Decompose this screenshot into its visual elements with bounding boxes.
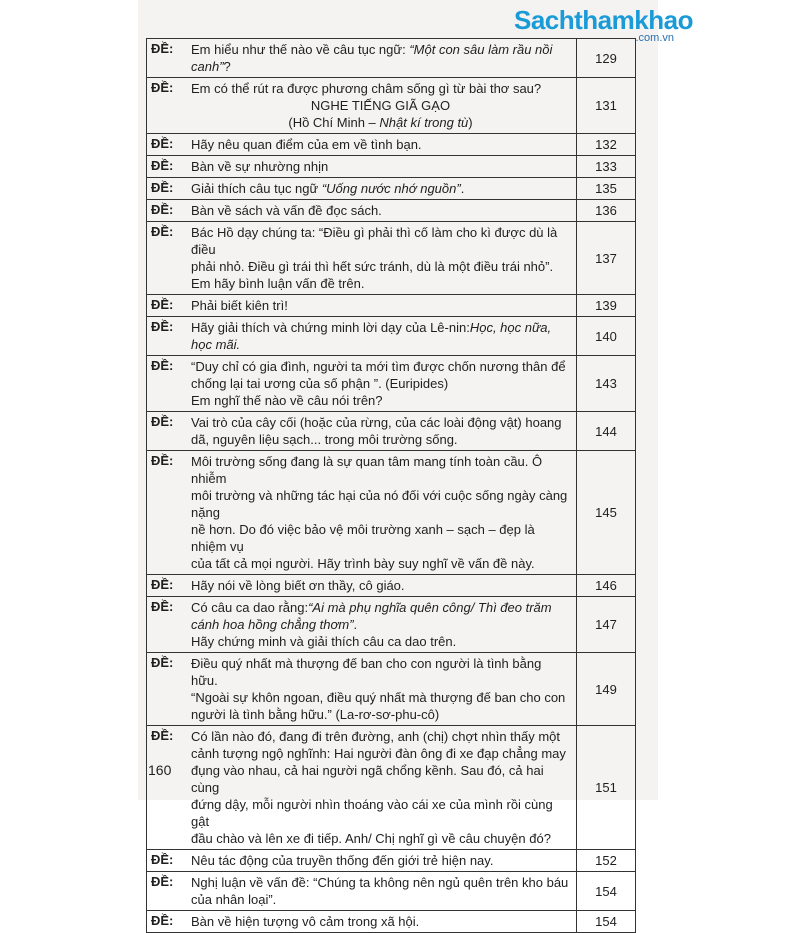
toc-entry-text xyxy=(187,156,576,177)
toc-page-number: 147 xyxy=(576,597,635,652)
de-label: ĐỀ: xyxy=(151,136,174,151)
entry-line-text: người là tình bằng hữu.” (La-rơ-sơ-phu-cô) xyxy=(191,707,440,722)
entry-line-text: Giải thích câu tục ngữ xyxy=(191,181,322,196)
entry-line-text: Bàn về hiện tượng vô cảm trong xã hội. xyxy=(191,914,420,929)
entry-line-text: của nhân loại”. xyxy=(191,892,277,907)
entry-line-text: Môi trường sống đang là sự quan tâm mang tính toàn cầu. Ô nhiễm xyxy=(191,454,543,486)
toc-row xyxy=(146,412,636,451)
entry-line xyxy=(191,487,570,521)
entry-line-tail: . xyxy=(353,617,358,632)
entry-line-tail: . xyxy=(460,181,465,196)
entry-line-text: Hãy chứng minh và giải thích câu ca dao trên. xyxy=(191,634,457,649)
toc-page-number: 152 xyxy=(576,850,635,871)
entry-line xyxy=(191,830,570,847)
toc-page-number: 145 xyxy=(576,451,635,574)
entry-line-text: Em có thể rút ra được phương châm sống gì từ bài thơ sau? xyxy=(191,81,542,96)
entry-line xyxy=(191,180,570,197)
de-label: ĐỀ: xyxy=(151,319,174,334)
toc-entry-text xyxy=(187,726,576,849)
entry-line-text: Có câu ca dao rằng: xyxy=(191,600,309,615)
toc-row xyxy=(146,726,636,850)
toc-row xyxy=(146,317,636,356)
entry-line-quote: Nhật kí trong tù xyxy=(379,115,469,130)
entry-line-text: Bàn về sự nhường nhịn xyxy=(191,159,329,174)
entry-line-text: “Duy chỉ có gia đình, người ta mới tìm được chốn nương thân để xyxy=(191,359,566,374)
toc-entry-text xyxy=(187,222,576,294)
toc-page-number: 136 xyxy=(576,200,635,221)
entry-line-text: Bàn về sách và vấn đề đọc sách. xyxy=(191,203,382,218)
toc-entry-text xyxy=(187,295,576,316)
entry-line xyxy=(191,297,570,314)
de-label: ĐỀ: xyxy=(151,577,174,592)
entry-line xyxy=(191,891,570,908)
de-label: ĐỀ: xyxy=(151,41,174,56)
entry-line-text: môi trường và những tác hại của nó đối với cuộc sống ngày càng nặng xyxy=(191,488,568,520)
entry-line-text: dã, nguyên liệu sạch... trong môi trường sống. xyxy=(191,432,458,447)
toc-page-number: 131 xyxy=(576,78,635,133)
toc-page-number: 154 xyxy=(576,872,635,910)
entry-line-text: chống lại tai ương của số phận ”. (Euripides) xyxy=(191,376,449,391)
toc-page-number: 154 xyxy=(576,911,635,932)
page-number-footer: 160 xyxy=(148,762,172,778)
entry-line xyxy=(191,80,570,97)
entry-line xyxy=(191,358,570,375)
toc-page-number: 140 xyxy=(576,317,635,355)
entry-line-text: phải nhỏ. Điều gì trái thì hết sức tránh, dù là một điều trái nhỏ”. xyxy=(191,259,554,274)
toc-row xyxy=(146,78,636,134)
entry-line xyxy=(191,158,570,175)
entry-line xyxy=(191,555,570,572)
entry-line-text: Em hiểu như thế nào về câu tục ngữ: xyxy=(191,42,410,57)
de-label: ĐỀ: xyxy=(151,80,174,95)
entry-line-text: Phải biết kiên trì! xyxy=(191,298,288,313)
toc-entry-text xyxy=(187,653,576,725)
toc-entry-text xyxy=(187,39,576,77)
entry-line-quote: Học, học nữa, học mãi. xyxy=(191,320,552,352)
entry-line-text: Nghị luận về vấn đề: “Chúng ta không nên ngủ quên trên kho báu xyxy=(191,875,569,890)
watermark-main: Sachthamkhao xyxy=(514,5,693,35)
toc-row xyxy=(146,295,636,317)
toc-entry-text xyxy=(187,911,576,932)
entry-line xyxy=(191,202,570,219)
de-label: ĐỀ: xyxy=(151,728,174,743)
entry-line xyxy=(191,375,570,392)
toc-entry-text xyxy=(187,134,576,155)
toc-row xyxy=(146,134,636,156)
de-label: ĐỀ: xyxy=(151,852,174,867)
toc-row xyxy=(146,356,636,412)
entry-line-text: đầu chào và lên xe đi tiếp. Anh/ Chị nghĩ gì về câu chuyện đó? xyxy=(191,831,551,846)
toc-page-number: 135 xyxy=(576,178,635,199)
entry-line-text: Hãy nêu quan điểm của em về tình bạn. xyxy=(191,137,422,152)
table-of-contents xyxy=(146,38,636,933)
de-label: ĐỀ: xyxy=(151,158,174,173)
de-label: ĐỀ: xyxy=(151,358,174,373)
toc-row xyxy=(146,178,636,200)
entry-line xyxy=(191,414,570,431)
entry-line xyxy=(191,599,570,616)
entry-line-quote: “Ai mà phụ nghĩa quên công/ Thì đeo trăm xyxy=(308,600,552,615)
entry-line xyxy=(191,136,570,153)
entry-line xyxy=(191,224,570,258)
entry-line xyxy=(191,913,570,930)
entry-line xyxy=(191,577,570,594)
entry-line xyxy=(191,453,570,487)
entry-line xyxy=(191,521,570,555)
toc-entry-text xyxy=(187,597,576,652)
entry-line-quote: cánh hoa hồng chẳng thơm” xyxy=(191,617,354,632)
entry-line xyxy=(191,258,570,275)
toc-row xyxy=(146,872,636,911)
entry-line xyxy=(191,319,570,353)
entry-line-text: “Ngoài sự khôn ngoan, điều quý nhất mà thượng đế ban cho con xyxy=(191,690,566,705)
entry-line xyxy=(191,97,570,114)
entry-line-tail: ) xyxy=(468,115,473,130)
entry-line-text: cảnh tượng ngộ nghĩnh: Hai người đàn ông đi xe đạp chẳng may xyxy=(191,746,566,761)
entry-line xyxy=(191,431,570,448)
entry-line xyxy=(191,275,570,292)
toc-row xyxy=(146,597,636,653)
toc-entry-text xyxy=(187,356,576,411)
toc-entry-text xyxy=(187,872,576,910)
entry-line xyxy=(191,762,570,796)
toc-entry-text xyxy=(187,850,576,871)
toc-page-number: 139 xyxy=(576,295,635,316)
entry-line xyxy=(191,655,570,689)
toc-page-number: 149 xyxy=(576,653,635,725)
entry-line-text: Hãy giải thích và chứng minh lời dạy của Lê-nin: xyxy=(191,320,470,335)
entry-line-text: Em nghĩ thế nào về câu nói trên? xyxy=(191,393,383,408)
toc-page-number: 132 xyxy=(576,134,635,155)
toc-entry-text xyxy=(187,78,576,133)
entry-line-text: Em hãy bình luận vấn đề trên. xyxy=(191,276,365,291)
entry-line-text: NGHE TIẾNG GIÃ GẠO xyxy=(310,98,451,113)
de-label: ĐỀ: xyxy=(151,224,174,239)
entry-line xyxy=(191,114,570,131)
entry-line xyxy=(191,745,570,762)
toc-row xyxy=(146,575,636,597)
entry-line-text: Hãy nói về lòng biết ơn thầy, cô giáo. xyxy=(191,578,405,593)
entry-line xyxy=(191,392,570,409)
toc-page-number: 146 xyxy=(576,575,635,596)
entry-line xyxy=(191,689,570,706)
de-label: ĐỀ: xyxy=(151,599,174,614)
toc-entry-text xyxy=(187,451,576,574)
entry-line-text: của tất cả mọi người. Hãy trình bày suy nghĩ về vấn đề này. xyxy=(191,556,535,571)
de-label: ĐỀ: xyxy=(151,874,174,889)
toc-page-number: 144 xyxy=(576,412,635,450)
entry-line xyxy=(191,852,570,869)
toc-entry-text xyxy=(187,412,576,450)
toc-row xyxy=(146,653,636,726)
de-label: ĐỀ: xyxy=(151,202,174,217)
toc-row xyxy=(146,451,636,575)
toc-row xyxy=(146,911,636,933)
toc-page-number: 133 xyxy=(576,156,635,177)
toc-page-number: 151 xyxy=(576,726,635,849)
toc-row xyxy=(146,850,636,872)
entry-line xyxy=(191,728,570,745)
entry-line xyxy=(191,796,570,830)
entry-line-text: đụng vào nhau, cả hai người ngã chổng kềnh. Sau đó, cả hai cùng xyxy=(191,763,544,795)
entry-line-text: (Hồ Chí Minh – xyxy=(288,115,380,130)
de-label: ĐỀ: xyxy=(151,453,174,468)
de-label: ĐỀ: xyxy=(151,913,174,928)
entry-line-quote: “Uống nước nhớ nguồn” xyxy=(321,181,461,196)
entry-line-quote: “Một con sâu làm rầu nồi canh” xyxy=(191,42,553,74)
entry-line xyxy=(191,616,570,633)
toc-row xyxy=(146,39,636,78)
entry-line xyxy=(191,633,570,650)
watermark-sub: .com.vn xyxy=(635,32,674,44)
de-label: ĐỀ: xyxy=(151,655,174,670)
entry-line xyxy=(191,706,570,723)
entry-line-tail: ? xyxy=(223,59,231,74)
entry-line-text: nề hơn. Do đó việc bảo vệ môi trường xanh – sạch – đẹp là nhiệm vụ xyxy=(191,522,535,554)
toc-page-number: 129 xyxy=(576,39,635,77)
entry-line-text: Nêu tác động của truyền thống đến giới trẻ hiện nay. xyxy=(191,853,494,868)
entry-line-text: Điều quý nhất mà thượng đế ban cho con người là tình bằng hữu. xyxy=(191,656,542,688)
toc-row xyxy=(146,156,636,178)
toc-page-number: 137 xyxy=(576,222,635,294)
entry-line xyxy=(191,41,570,75)
de-label: ĐỀ: xyxy=(151,180,174,195)
toc-page-number: 143 xyxy=(576,356,635,411)
de-label: ĐỀ: xyxy=(151,414,174,429)
entry-line-text: Bác Hồ dạy chúng ta: “Điều gì phải thì cố làm cho kì được dù là điều xyxy=(191,225,558,257)
entry-line xyxy=(191,874,570,891)
entry-line-text: Vai trò của cây cối (hoặc của rừng, của các loài động vật) hoang xyxy=(191,415,562,430)
toc-row xyxy=(146,200,636,222)
toc-entry-text xyxy=(187,200,576,221)
entry-line-text: Có lần nào đó, đang đi trên đường, anh (chị) chợt nhìn thấy một xyxy=(191,729,561,744)
de-label: ĐỀ: xyxy=(151,297,174,312)
entry-line-text: đứng dậy, mỗi người nhìn thoáng vào cái xe của mình rồi cùng gật xyxy=(191,797,553,829)
toc-entry-text xyxy=(187,317,576,355)
toc-entry-text xyxy=(187,178,576,199)
toc-row xyxy=(146,222,636,295)
toc-entry-text xyxy=(187,575,576,596)
